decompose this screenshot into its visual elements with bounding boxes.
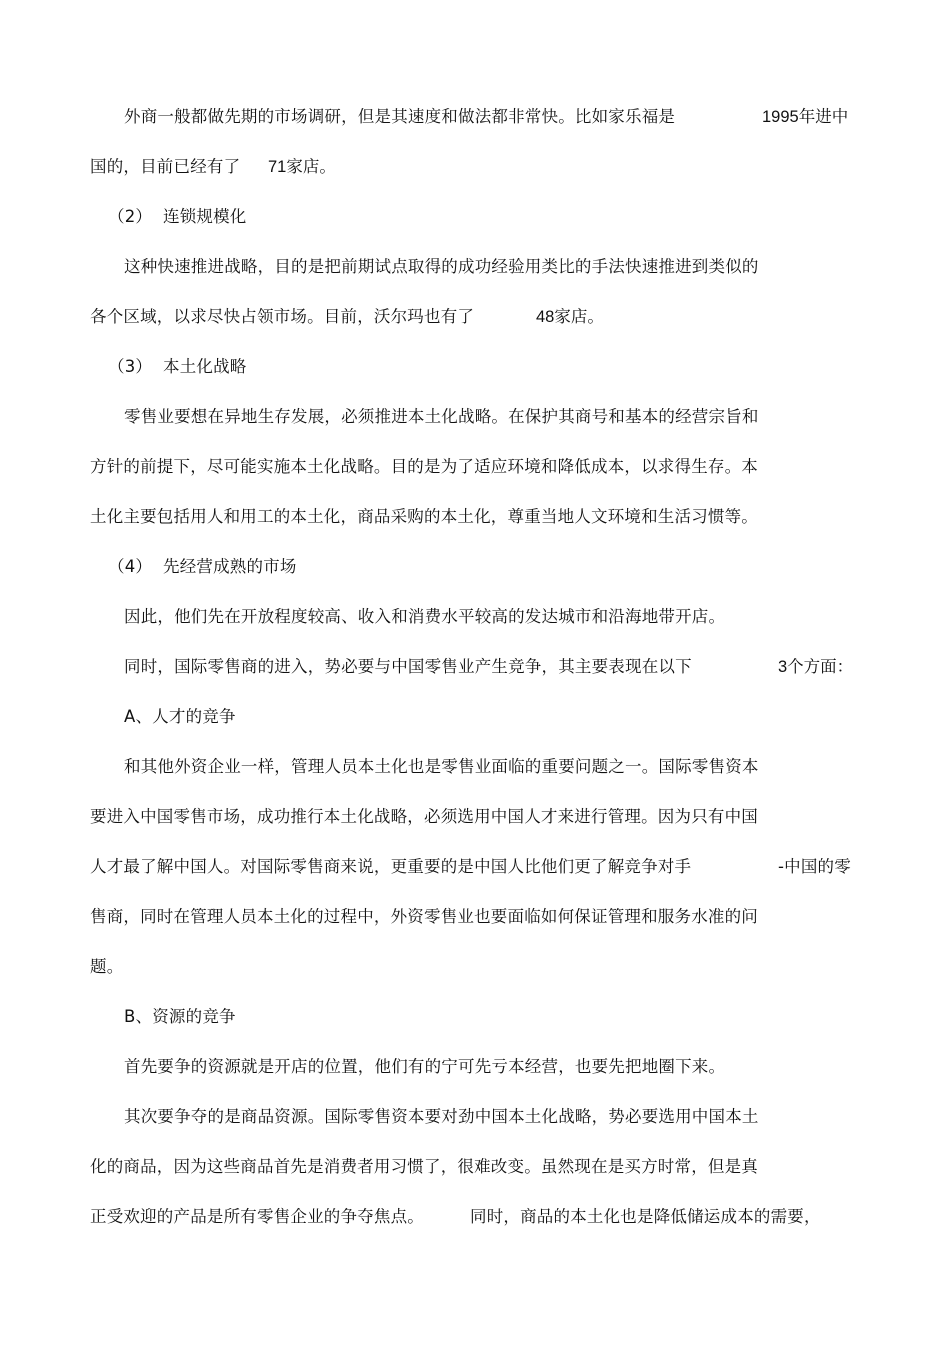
section-number: （3） [108,357,153,376]
paragraph-line: 土化主要包括用人和用工的本土化，商品采购的本土化，尊重当地人文环境和生活习惯等。 [90,507,758,526]
paragraph-line-tail: 1995年进中 [762,108,849,126]
subsection-heading: A、人才的竞争 [124,707,236,726]
paragraph-line: 人才最了解中国人。对国际零售商来说，更重要的是中国人比他们更了解竞争对手 [90,857,692,876]
paragraph-line-tail: 同时，商品的本土化也是降低储运成本的需要， [470,1207,821,1226]
paragraph-line: 方针的前提下，尽可能实施本土化战略。目的是为了适应环境和降低成本，以求得生存。本 [90,457,758,476]
paragraph-line: 外商一般都做先期的市场调研，但是其速度和做法都非常快。比如家乐福是 [124,107,676,126]
section-number: （4） [108,557,153,576]
paragraph-line: 零售业要想在异地生存发展，必须推进本土化战略。在保护其商号和基本的经营宗旨和 [124,407,759,426]
paragraph-line-tail: -中国的零 [778,857,851,876]
subsection-heading: B、资源的竞争 [124,1007,236,1026]
section-heading: 先经营成熟的市场 [163,557,297,576]
paragraph-line: 同时，国际零售商的进入，势必要与中国零售业产生竞争，其主要表现在以下 [124,657,692,676]
paragraph-line: 各个区域，以求尽快占领市场。目前，沃尔玛也有了 [90,307,475,326]
paragraph-line-tail: 48家店。 [536,308,604,326]
paragraph-line: 因此，他们先在开放程度较高、收入和消费水平较高的发达城市和沿海地带开店。 [124,607,726,626]
paragraph-line: 化的商品，因为这些商品首先是消费者用习惯了，很难改变。虽然现在是买方时常，但是真 [90,1157,758,1176]
paragraph-line-tail: 71家店。 [268,158,336,176]
paragraph-line: 首先要争的资源就是开店的位置，他们有的宁可先亏本经营，也要先把地圈下来。 [124,1057,726,1076]
section-number: （2） [108,207,153,226]
paragraph-line: 国的，目前已经有了 [90,157,241,176]
section-heading: 本土化战略 [163,357,247,376]
paragraph-line: 正受欢迎的产品是所有零售企业的争夺焦点。 [90,1207,424,1226]
paragraph-line: 售商，同时在管理人员本土化的过程中，外资零售业也要面临如何保证管理和服务水准的问 [90,907,758,926]
paragraph-line: 这种快速推进战略，目的是把前期试点取得的成功经验用类比的手法快速推进到类似的 [124,257,759,276]
paragraph-line: 题。 [90,957,124,976]
paragraph-line: 要进入中国零售市场，成功推行本土化战略，必须选用中国人才来进行管理。因为只有中国 [90,807,758,826]
section-heading: 连锁规模化 [163,207,247,226]
paragraph-line: 其次要争夺的是商品资源。国际零售资本要对劲中国本土化战略，势必要选用中国本土 [124,1107,759,1126]
paragraph-line-tail: 3个方面： [778,658,854,676]
paragraph-line: 和其他外资企业一样，管理人员本土化也是零售业面临的重要问题之一。国际零售资本 [124,757,759,776]
